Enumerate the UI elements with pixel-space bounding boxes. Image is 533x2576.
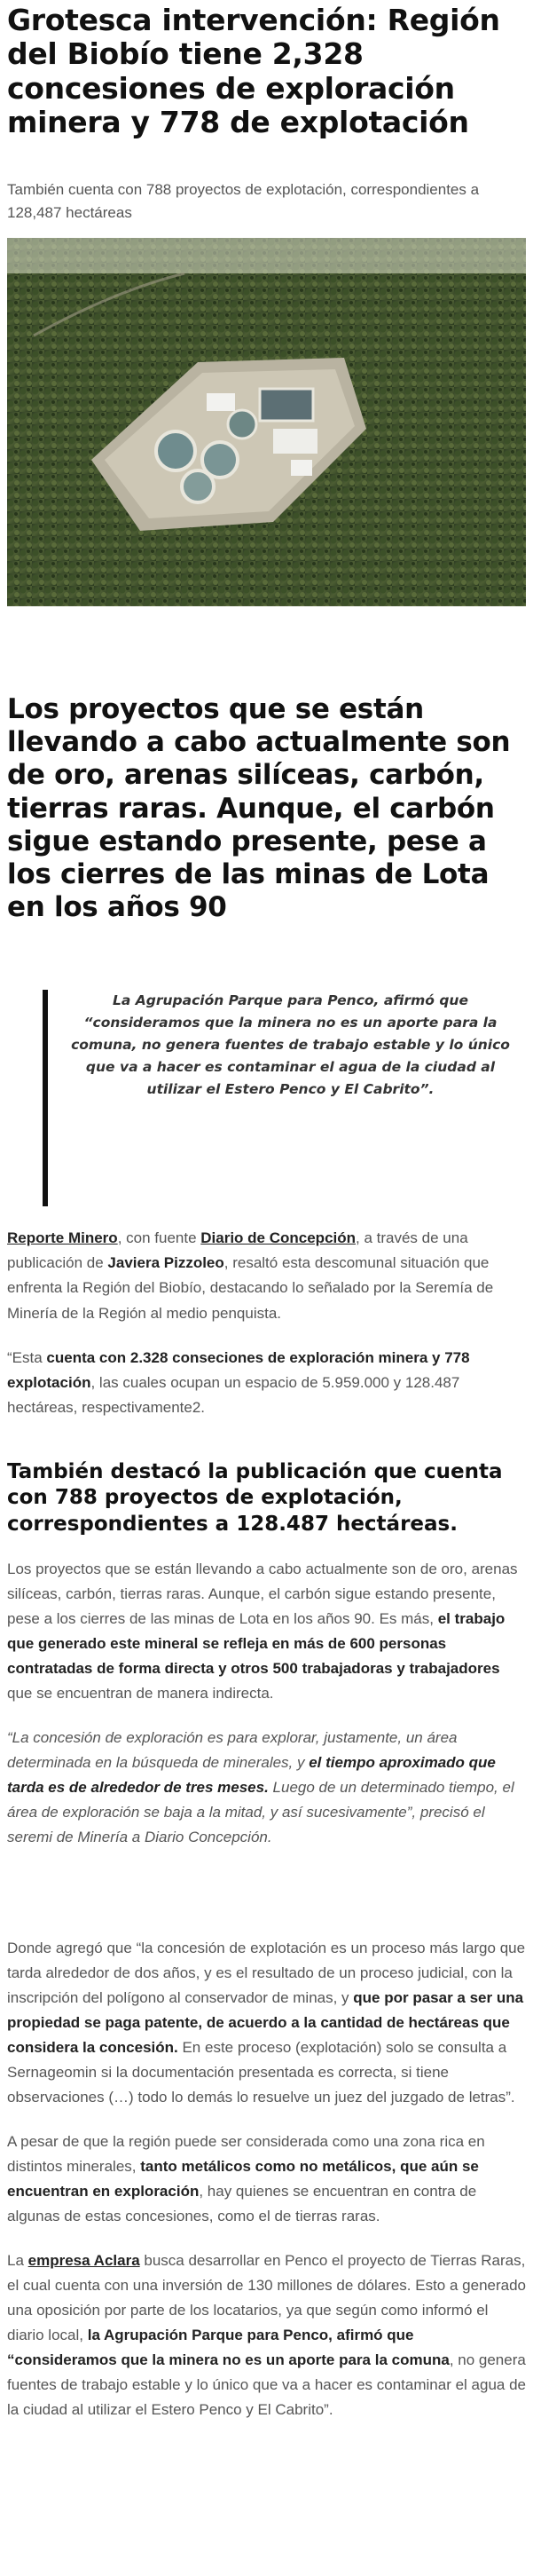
link-empresa-aclara[interactable]: empresa Aclara	[27, 2252, 140, 2270]
link-diario-concepcion[interactable]: Diario de Concepción	[200, 1229, 357, 1247]
article-subheading: Los proyectos que se están llevando a cabo actualmente son de oro, arenas silíceas, carbón, tierras raras. Aunque, el carbón sigue estando presente, pese a los cierres de las minas de Lota en los años 90	[7, 693, 511, 924]
hero-image	[7, 238, 526, 606]
paragraph-2: “Esta cuenta con 2.328 conseciones de exploración minera y 778 explotación, las cuales ocupan un espacio de 5.959.000 y 128.487 hectáreas, respectivamente2.	[7, 1348, 470, 1416]
article	[0, 4, 533, 2458]
pull-quote	[43, 990, 526, 1206]
paragraph-3: Los proyectos que se están llevando a cabo actualmente son de oro, arenas silíceas, carbón, tierras raras. Aunque, el carbón sigue estando presente, pese a los cierres de las minas de Lota en los años 90. Es más, el trabajo que generado este mineral se refleja en más de 600 personas contratadas de forma directa y otros 500 trabajadoras y trabajadores que se encuentran de manera indirecta.	[7, 1561, 518, 1703]
article-lead: También cuenta con 788 proyectos de explotación, correspondientes a 128,487 hectáreas	[7, 181, 480, 221]
paragraph-1: Reporte Minero, con fuente Diario de Concepción, a través de una publicación de Javiera Pizzoleo, resaltó esta descomunal situación que enfrenta la Región del Biobío, destacando lo señalado por la Seremía de Minería de la Región al medio penquista.	[7, 1229, 494, 1322]
author-name: Javiera Pizzoleo	[107, 1254, 224, 1272]
paragraph-6: A pesar de que la región puede ser considerada como una zona rica en distintos minerales, tanto metálicos como no metálicos, que aún se encuentran en exploración, hay quienes se encuentran en contra de algunas de estas concesiones, como el de tierras raras.	[7, 2132, 485, 2224]
paragraph-7: La empresa Aclara busca desarrollar en Penco el proyecto de Tierras Raras, el cual cuenta con una inversión de 130 millones de dólares. Esto a generado una oposición por parte de los locatarios, ya que según como informó el diario local, la Agrupación Parque para Penco, afirmó que “consideramos que la minera no es un aporte para la comuna, no genera fuentes de trabajo estable y lo único que va a hacer es contaminar el agua de la ciudad al utilizar el Estero Penco y El Cabrito”.	[7, 2252, 526, 2419]
section-heading: También destacó la publicación que cuenta con 788 proyectos de explotación, correspondientes a 128.487 hectáreas.	[7, 1459, 503, 1536]
paragraph-4: “La concesión de exploración es para explorar, justamente, un área determinada en la búsqueda de minerales, y el tiempo aproximado que tarda es de alrededor de tres meses. Luego de un determinado tiempo, el área de exploración se baja a la mitad, y así sucesivamente”, precisó el seremi de Minería a Diario Concepción.	[7, 1729, 514, 1846]
link-reporte-minero[interactable]: Reporte Minero	[7, 1229, 118, 1247]
pull-quote-text: La Agrupación Parque para Penco, afirmó que “consideramos que la minera no es un aporte para la comuna, no genera fuentes de trabajo estable y lo único que va a hacer es contaminar el agua de la ciudad al utilizar el Estero Penco y El Cabrito”.	[71, 992, 510, 1097]
paragraph-5: Donde agregó que “la concesión de explotación es un proceso más largo que tarda alrededor de dos años, y es el resultado de un proceso judicial, con la inscripción del polígono al conservador de minas, y que por pasar a ser una propiedad se paga patente, de acuerdo a la cantidad de hectáreas que considera la concesión. En este proceso (explotación) solo se consulta a Sernageomin si la documentación presentada es correcta, si tiene observaciones (…) todo lo demás lo resuelve un juez del juzgado de letras”.	[7, 1939, 526, 2106]
article-title: Grotesca intervención: Región del Biobío tiene 2,328 concesiones de exploración minera y 778 de explotación	[7, 3, 500, 139]
